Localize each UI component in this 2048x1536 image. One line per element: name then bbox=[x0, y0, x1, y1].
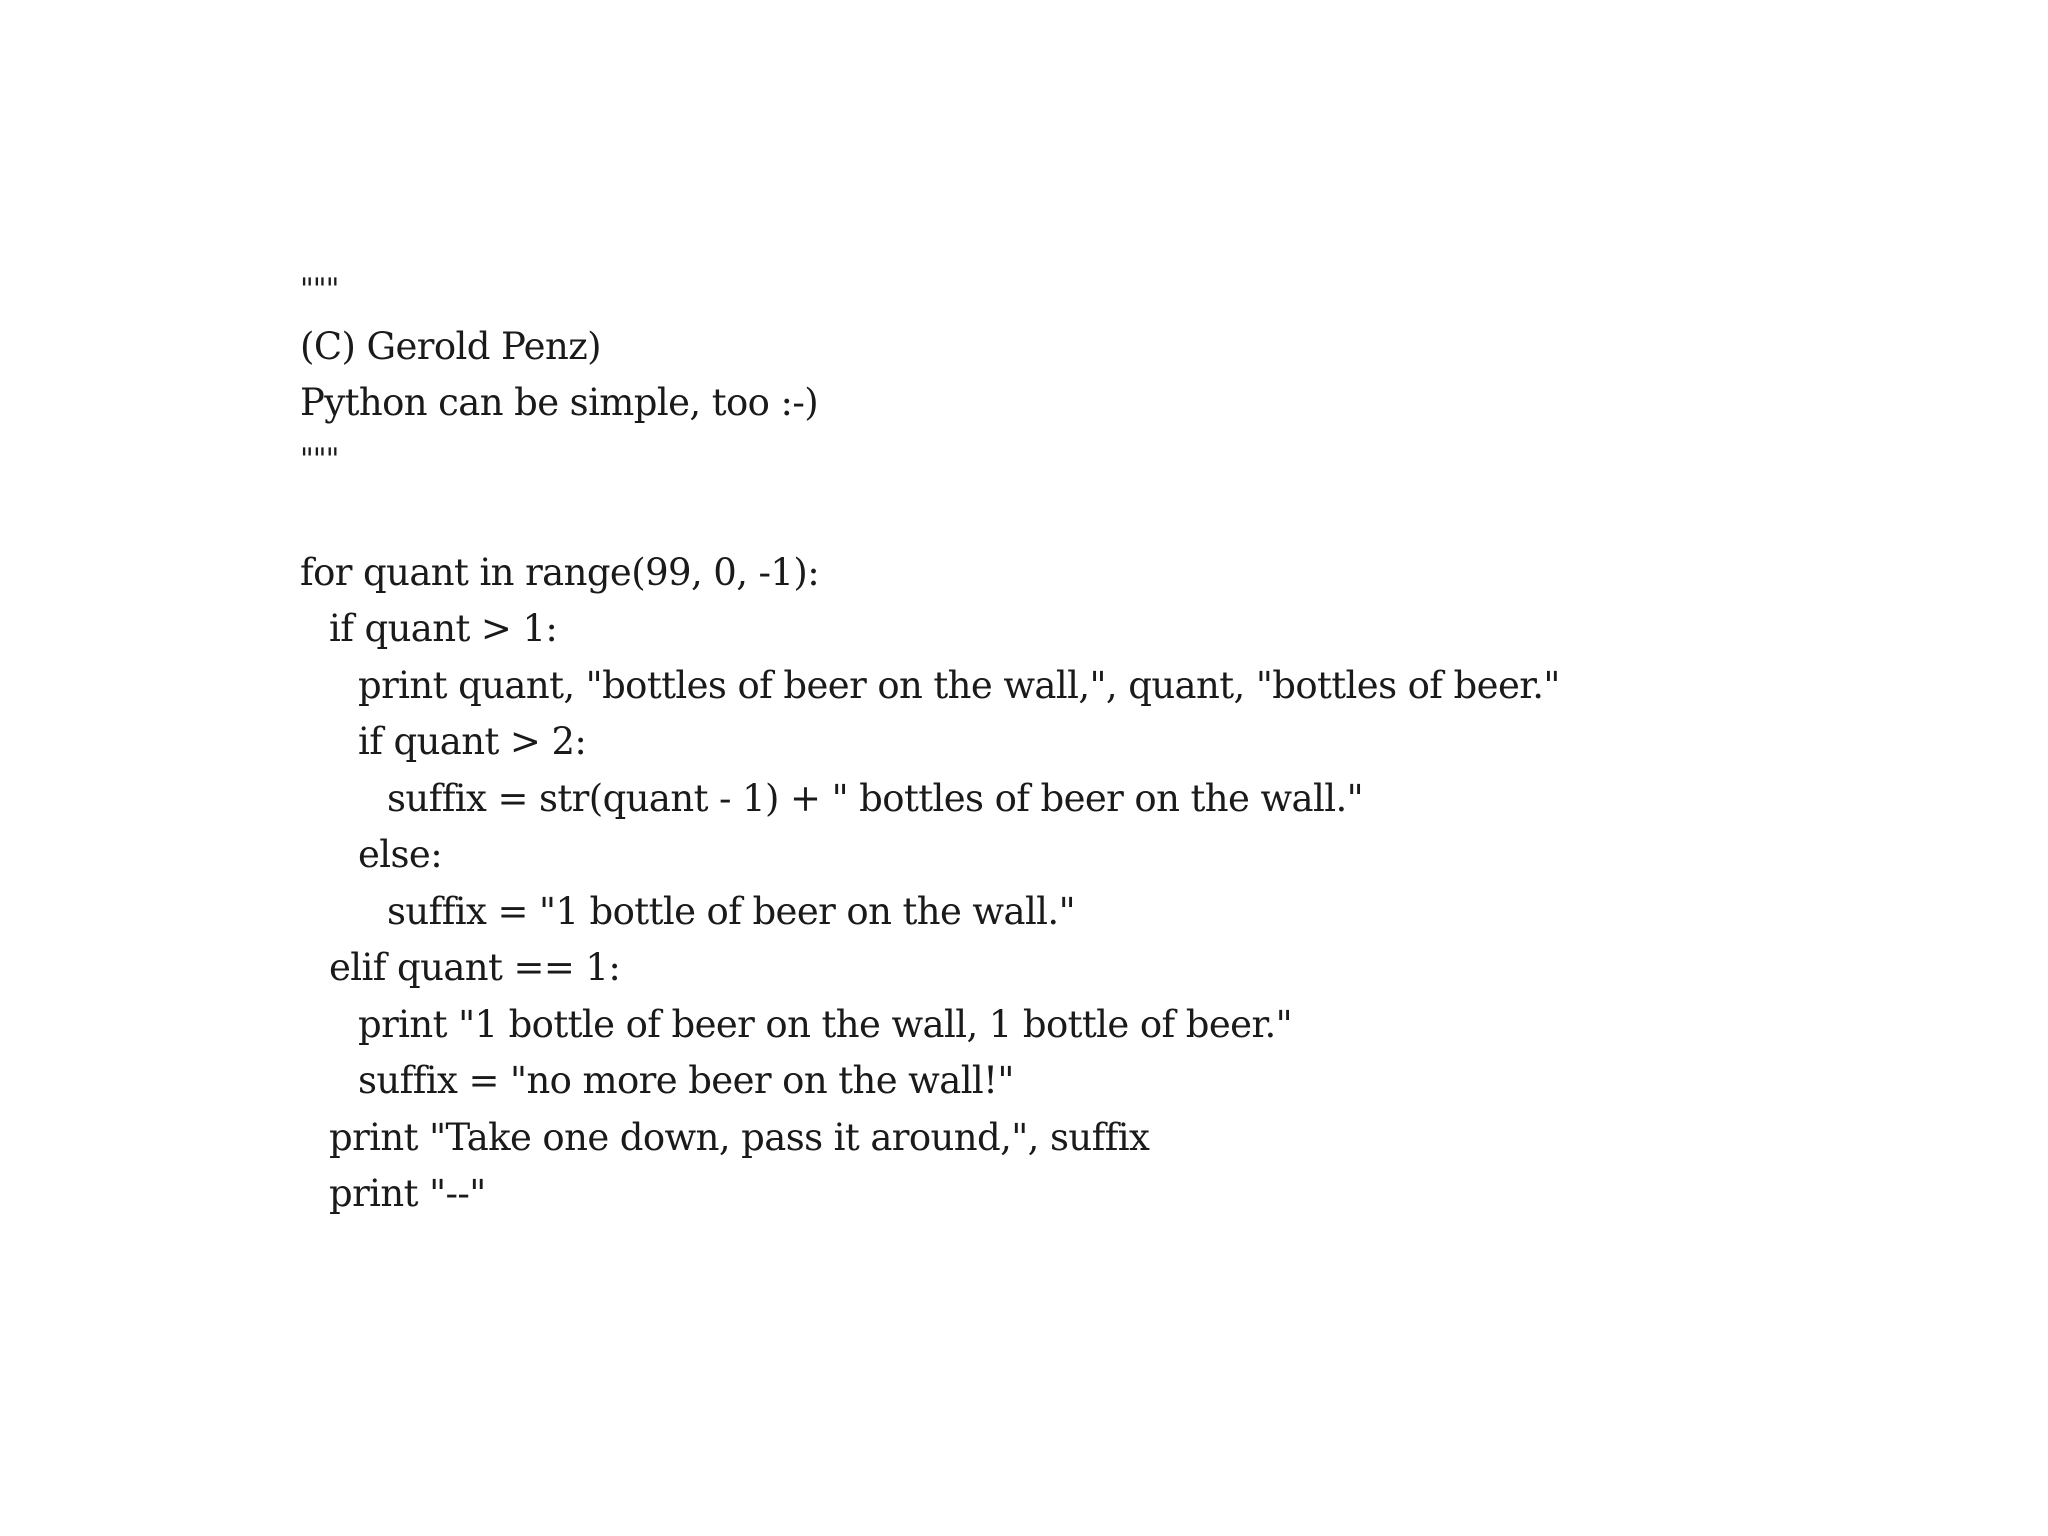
code-line-elif-eq-1: elif quant == 1: bbox=[329, 946, 621, 989]
docstring-author: (C) Gerold Penz) bbox=[300, 324, 601, 368]
code-listing bbox=[300, 262, 2000, 1223]
docstring-close: """ bbox=[300, 441, 339, 477]
code-line-print-one-bottle: print "1 bottle of beer on the wall, 1 bottle of beer." bbox=[358, 1002, 1293, 1046]
blank-line bbox=[300, 488, 2000, 545]
code-line-suffix-singular: suffix = "1 bottle of beer on the wall." bbox=[387, 889, 1075, 933]
code-line-if-gt-2: if quant > 2: bbox=[358, 720, 587, 763]
docstring-open: """ bbox=[300, 272, 339, 307]
code-line-for-loop: for quant in range(99, 0, -1): bbox=[300, 550, 820, 594]
code-line-else: else: bbox=[358, 833, 443, 876]
code-line-suffix-plural: suffix = str(quant - 1) + " bottles of beer on the wall." bbox=[387, 776, 1364, 820]
code-line-if-gt-1: if quant > 1: bbox=[329, 607, 558, 650]
code-line-print-take-one: print "Take one down, pass it around,", suffix bbox=[329, 1115, 1150, 1159]
code-line-print-dashes: print "--" bbox=[329, 1172, 486, 1215]
docstring-tagline: Python can be simple, too :-) bbox=[300, 381, 819, 424]
code-line-print-quant: print quant, "bottles of beer on the wall,", quant, "bottles of beer." bbox=[358, 663, 1560, 707]
code-line-suffix-no-more: suffix = "no more beer on the wall!" bbox=[358, 1059, 1014, 1102]
